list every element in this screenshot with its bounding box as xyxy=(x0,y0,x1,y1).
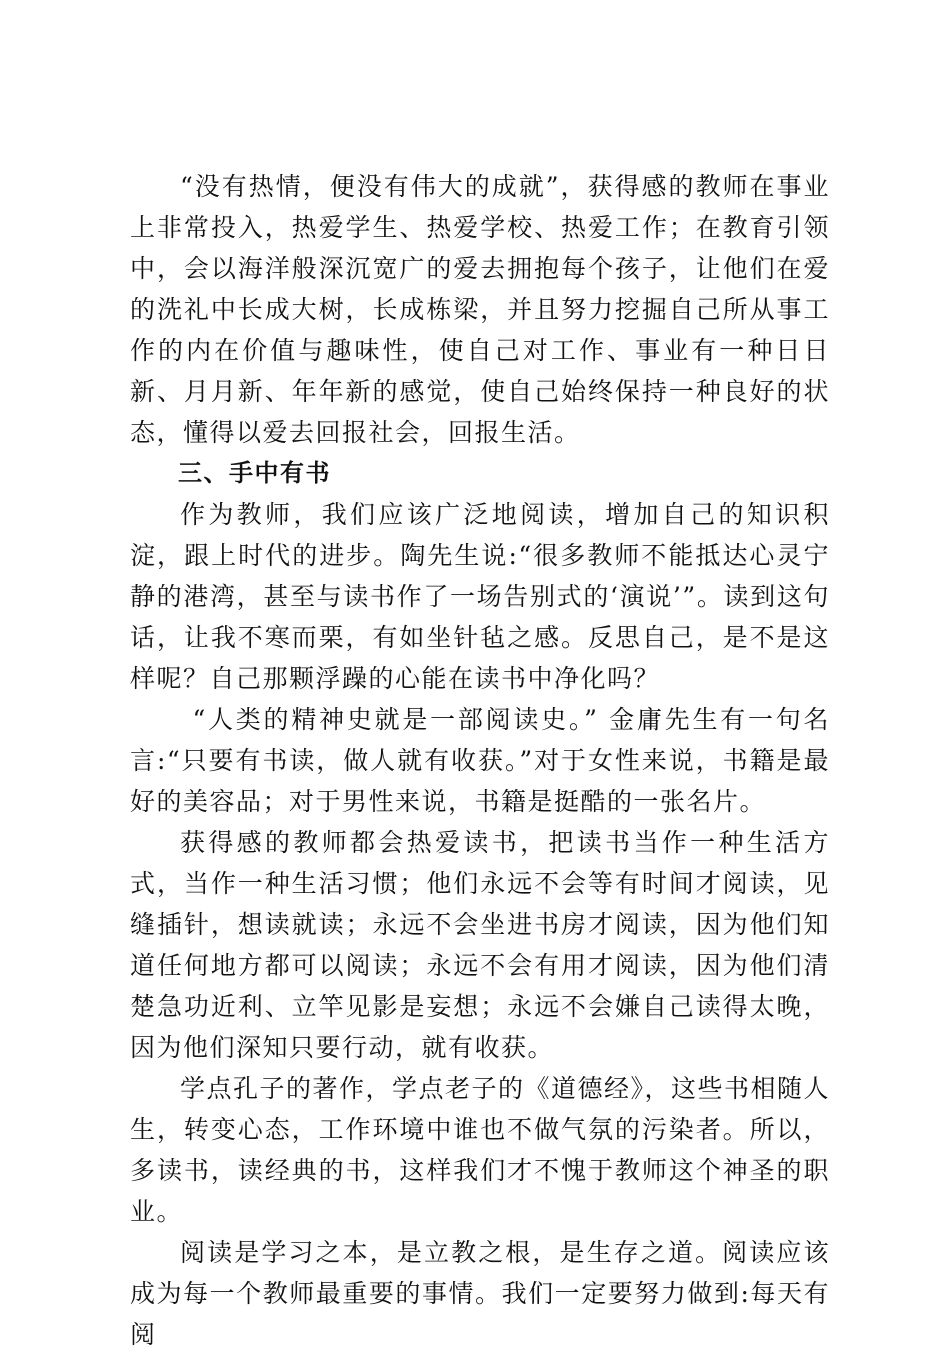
paragraph-passion: “没有热情，便没有伟大的成就”，获得感的教师在事业上非常投入，热爱学生、热爱学校、热爱工作；在教育引领中，会以海洋般深沉宽广的爱去拥抱每个孩子，让他们在爱的洗礼中长成大树，长成栋梁，并且努力挖掘自己所从事工作的内在价值与趣味性，使自己对工作、事业有一种日日新、月月新、年年新的感觉，使自己始终保持一种良好的状态，懂得以爱去回报社会，回报生活。 xyxy=(130,172,830,447)
paragraph-reading-history: “人类的精神史就是一部阅读史。” 金庸先生有一句名言:“只要有书读，做人就有收获。”对于女性来说，书籍是最好的美容品；对于男性来说，书籍是挺酷的一张名片。 xyxy=(130,705,830,816)
paragraph-classics: 学点孔子的著作，学点老子的《道德经》，这些书相随人生，转变心态，工作环境中谁也不做气氛的污染者。所以，多读书，读经典的书，这样我们才不愧于教师这个神圣的职业。 xyxy=(130,1074,831,1226)
paragraph-reading-habits: 获得感的教师都会热爱读书，把读书当作一种生活方式，当作一种生活习惯；他们永远不会等有时间才阅读，见缝插针，想读就读；永远不会坐进书房才阅读，因为他们知道任何地方都可以阅读；永远不会有用才阅读，因为他们清楚急功近利、立竿见影是妄想；永远不会嫌自己读得太晚，因为他们深知只要行动，就有收获。 xyxy=(130,828,830,1062)
section-heading-books: 三、手中有书 xyxy=(178,459,331,487)
paragraph-reading-widely: 作为教师，我们应该广泛地阅读，增加自己的知识积淀，跟上时代的进步。陶先生说:“很多教师不能抵达心灵宁静的港湾，甚至与读书作了一场告别式的‘演说’”。读到这句话，让我不寒而栗，有如坐针毡之感。反思自己，是不是这样呢？自己那颗浮躁的心能在读书中净化吗？ xyxy=(130,500,830,693)
document-body xyxy=(130,166,830,1355)
paragraph-reading-foundation: 阅读是学习之本，是立教之根，是生存之道。阅读应该成为每一个教师最重要的事情。我们一定要努力做到:每天有阅 xyxy=(130,1238,830,1349)
